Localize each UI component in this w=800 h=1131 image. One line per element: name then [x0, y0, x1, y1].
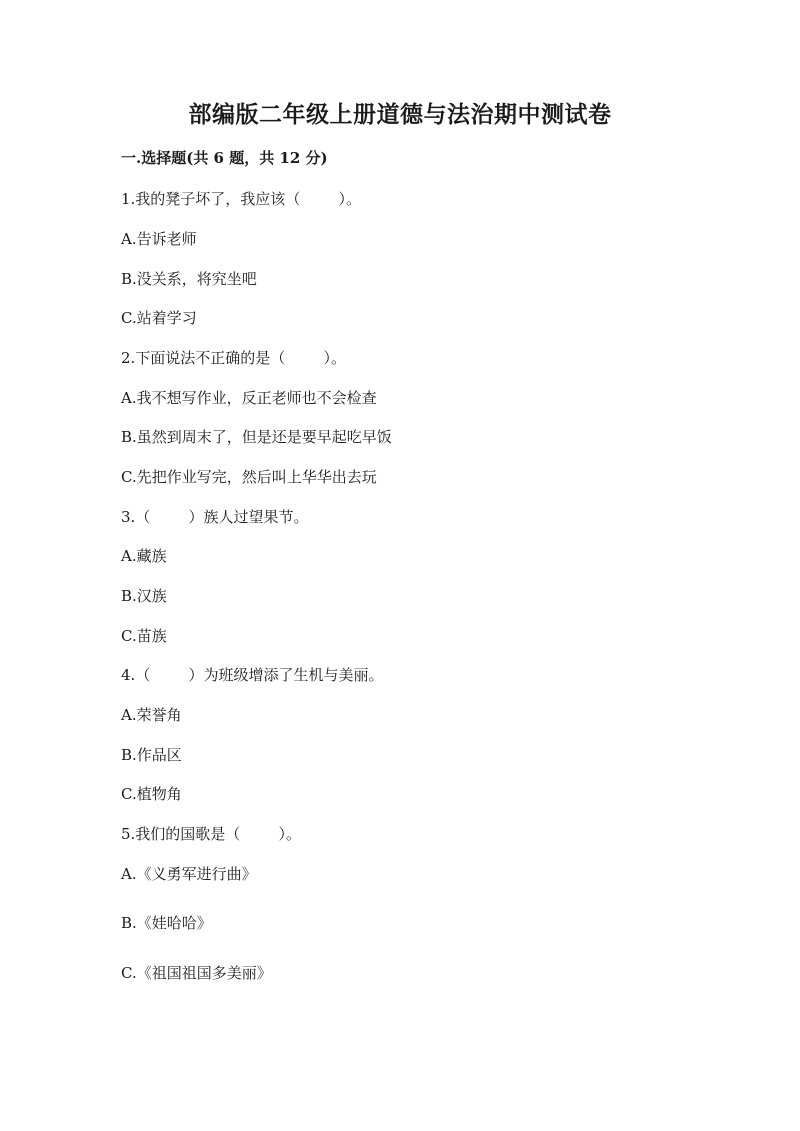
- page-title: 部编版二年级上册道德与法治期中测试卷: [188, 101, 612, 128]
- question-1-stem: 1.我的凳子坏了，我应该（ ）。: [121, 190, 361, 208]
- question-1-option-a: A.告诉老师: [121, 230, 197, 248]
- question-3-stem: 3.（ ）族人过望果节。: [121, 508, 309, 526]
- question-3-option-a: A.藏族: [121, 547, 167, 565]
- section-heading: 一.选择题(共 6 题，共 12 分): [121, 149, 328, 167]
- question-5-option-a: A.《义勇军进行曲》: [121, 865, 257, 883]
- question-4-stem: 4.（ ）为班级增添了生机与美丽。: [121, 666, 384, 684]
- question-4-option-b: B.作品区: [121, 746, 182, 764]
- question-4-option-c: C.植物角: [121, 785, 182, 803]
- question-1-option-b: B.没关系，将究坐吧: [121, 270, 257, 288]
- question-4-option-a: A.荣誉角: [121, 706, 182, 724]
- question-2-option-c: C.先把作业写完，然后叫上华华出去玩: [121, 468, 377, 486]
- question-2-option-a: A.我不想写作业，反正老师也不会检查: [121, 389, 377, 407]
- question-5-stem: 5.我们的国歌是（ ）。: [121, 825, 301, 843]
- question-1-option-c: C.站着学习: [121, 309, 197, 327]
- question-3-option-c: C.苗族: [121, 627, 167, 645]
- question-5-option-b: B.《娃哈哈》: [121, 914, 212, 932]
- question-3-option-b: B.汉族: [121, 587, 167, 605]
- question-5-option-c: C.《祖国祖国多美丽》: [121, 964, 272, 982]
- question-2-stem: 2.下面说法不正确的是（ ）。: [121, 349, 346, 367]
- question-2-option-b: B.虽然到周末了，但是还是要早起吃早饭: [121, 428, 392, 446]
